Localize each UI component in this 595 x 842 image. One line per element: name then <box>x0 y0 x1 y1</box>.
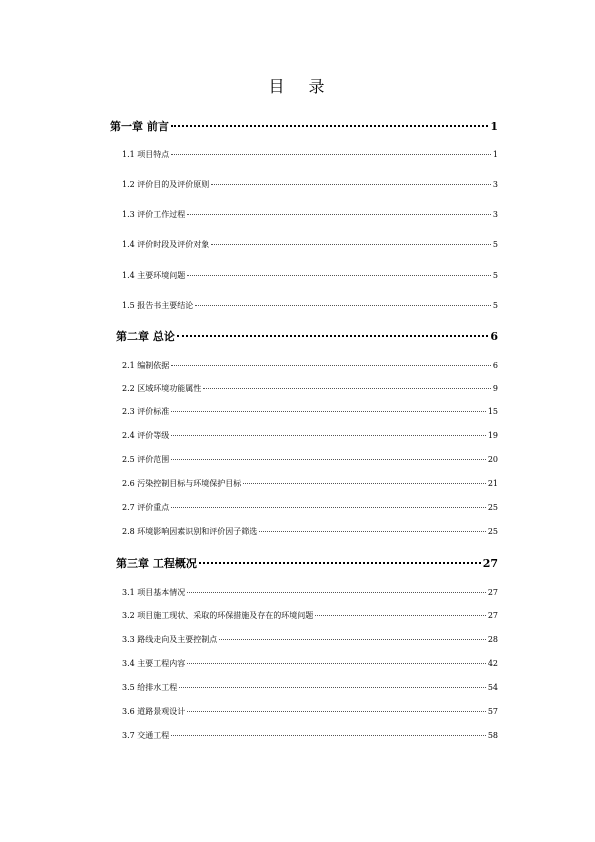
dot-leader <box>171 735 486 736</box>
toc-section-entry[interactable] <box>122 209 498 220</box>
toc-entry-page-number: 9 <box>492 384 498 393</box>
dot-leader <box>171 411 486 412</box>
title-char-2: 录 <box>308 77 327 96</box>
dot-leader <box>195 305 491 306</box>
toc-entry-page-number: 57 <box>487 707 498 716</box>
toc-entry-label: 3.1 项目基本情况 <box>122 588 186 597</box>
toc-entry-label: 2.6 污染控制目标与环境保护目标 <box>122 479 242 488</box>
toc-entry-label: 2.3 评价标准 <box>122 407 170 416</box>
toc-chapter-entry[interactable] <box>116 555 498 571</box>
dot-leader <box>203 388 491 389</box>
toc-entry-label: 2.8 环境影响因素识别和评价因子筛选 <box>122 527 258 536</box>
toc-entry-page-number: 5 <box>492 271 498 280</box>
toc-entry-label: 3.5 给排水工程 <box>122 683 178 692</box>
toc-entry-label: 2.5 评价范围 <box>122 455 170 464</box>
toc-entry-page-number: 3 <box>492 180 498 189</box>
dot-leader <box>211 244 491 245</box>
dot-leader <box>171 365 491 366</box>
toc-chapter-entry[interactable] <box>116 328 498 344</box>
toc-entry-label: 2.1 编制依据 <box>122 361 170 370</box>
toc-entry-page-number: 15 <box>487 407 498 416</box>
toc-entry-page-number: 42 <box>487 659 498 668</box>
toc-entry-label: 1.3 评价工作过程 <box>122 210 186 219</box>
dot-leader <box>315 615 486 616</box>
toc-section-entry[interactable] <box>122 360 498 371</box>
dot-leader <box>187 711 486 712</box>
toc-entry-label: 2.4 评价等级 <box>122 431 170 440</box>
dot-leader <box>187 592 486 593</box>
dot-leader <box>179 687 486 688</box>
toc-section-entry[interactable] <box>122 454 498 465</box>
toc-section-entry[interactable] <box>122 610 498 621</box>
dot-leader <box>211 184 491 185</box>
toc-entry-label: 3.6 道路景观设计 <box>122 707 186 716</box>
toc-entry-label: 1.4 主要环境问题 <box>122 271 186 280</box>
dot-leader <box>199 562 481 564</box>
toc-entry-label: 2.2 区域环境功能属性 <box>122 384 202 393</box>
toc-entry-page-number: 5 <box>492 301 498 310</box>
toc-entry-page-number: 58 <box>487 731 498 740</box>
dot-leader <box>171 507 486 508</box>
dot-leader <box>259 531 486 532</box>
toc-entry-label: 3.4 主要工程内容 <box>122 659 186 668</box>
toc-entry-label: 1.2 评价目的及评价原则 <box>122 180 210 189</box>
dot-leader <box>171 459 486 460</box>
toc-entry-page-number: 27 <box>487 611 498 620</box>
toc-section-entry[interactable] <box>122 526 498 537</box>
toc-entry-page-number: 21 <box>487 479 498 488</box>
toc-section-entry[interactable] <box>122 430 498 441</box>
dot-leader <box>187 275 491 276</box>
toc-section-entry[interactable] <box>122 502 498 513</box>
toc-entry-label: 1.1 项目特点 <box>122 150 170 159</box>
title-char-1: 目 <box>268 77 287 96</box>
toc-entry-page-number: 25 <box>487 527 498 536</box>
toc-entry-label: 第一章 前言 <box>110 120 169 133</box>
toc-section-entry[interactable] <box>122 383 498 394</box>
toc-entry-label: 3.2 项目施工现状、采取的环保措施及存在的环境问题 <box>122 611 314 620</box>
toc-entry-page-number: 5 <box>492 240 498 249</box>
dot-leader <box>171 125 489 127</box>
toc-section-entry[interactable] <box>122 300 498 311</box>
toc-entry-page-number: 27 <box>482 557 498 570</box>
toc-entry-page-number: 6 <box>490 330 498 343</box>
toc-entry-label: 1.5 报告书主要结论 <box>122 301 194 310</box>
toc-section-entry[interactable] <box>122 239 498 250</box>
toc-section-entry[interactable] <box>122 658 498 669</box>
toc-section-entry[interactable] <box>122 730 498 741</box>
toc-entry-page-number: 20 <box>487 455 498 464</box>
toc-entry-page-number: 19 <box>487 431 498 440</box>
toc-entry-page-number: 27 <box>487 588 498 597</box>
toc-entry-label: 3.7 交通工程 <box>122 731 170 740</box>
toc-entry-label: 1.4 评价时段及评价对象 <box>122 240 210 249</box>
page-title <box>0 74 595 97</box>
dot-leader <box>243 483 486 484</box>
toc-entry-page-number: 54 <box>487 683 498 692</box>
dot-leader <box>219 639 486 640</box>
dot-leader <box>177 335 489 337</box>
toc-entry-label: 3.3 路线走向及主要控制点 <box>122 635 218 644</box>
toc-section-entry[interactable] <box>122 270 498 281</box>
toc-entry-page-number: 25 <box>487 503 498 512</box>
toc-entry-page-number: 6 <box>492 361 498 370</box>
dot-leader <box>171 435 486 436</box>
dot-leader <box>187 214 491 215</box>
toc-section-entry[interactable] <box>122 478 498 489</box>
toc-section-entry[interactable] <box>122 587 498 598</box>
toc-entry-page-number: 3 <box>492 210 498 219</box>
toc-section-entry[interactable] <box>122 682 498 693</box>
dot-leader <box>171 154 491 155</box>
toc-section-entry[interactable] <box>122 179 498 190</box>
dot-leader <box>187 663 486 664</box>
toc-chapter-entry[interactable] <box>110 118 498 134</box>
toc-entry-page-number: 1 <box>490 120 498 133</box>
toc-section-entry[interactable] <box>122 706 498 717</box>
toc-section-entry[interactable] <box>122 634 498 645</box>
toc-section-entry[interactable] <box>122 406 498 417</box>
toc-entry-label: 2.7 评价重点 <box>122 503 170 512</box>
toc-entry-page-number: 1 <box>492 150 498 159</box>
toc-entry-page-number: 28 <box>487 635 498 644</box>
toc-entry-label: 第二章 总论 <box>116 330 175 343</box>
toc-section-entry[interactable] <box>122 149 498 160</box>
toc-entry-label: 第三章 工程概况 <box>116 557 197 570</box>
